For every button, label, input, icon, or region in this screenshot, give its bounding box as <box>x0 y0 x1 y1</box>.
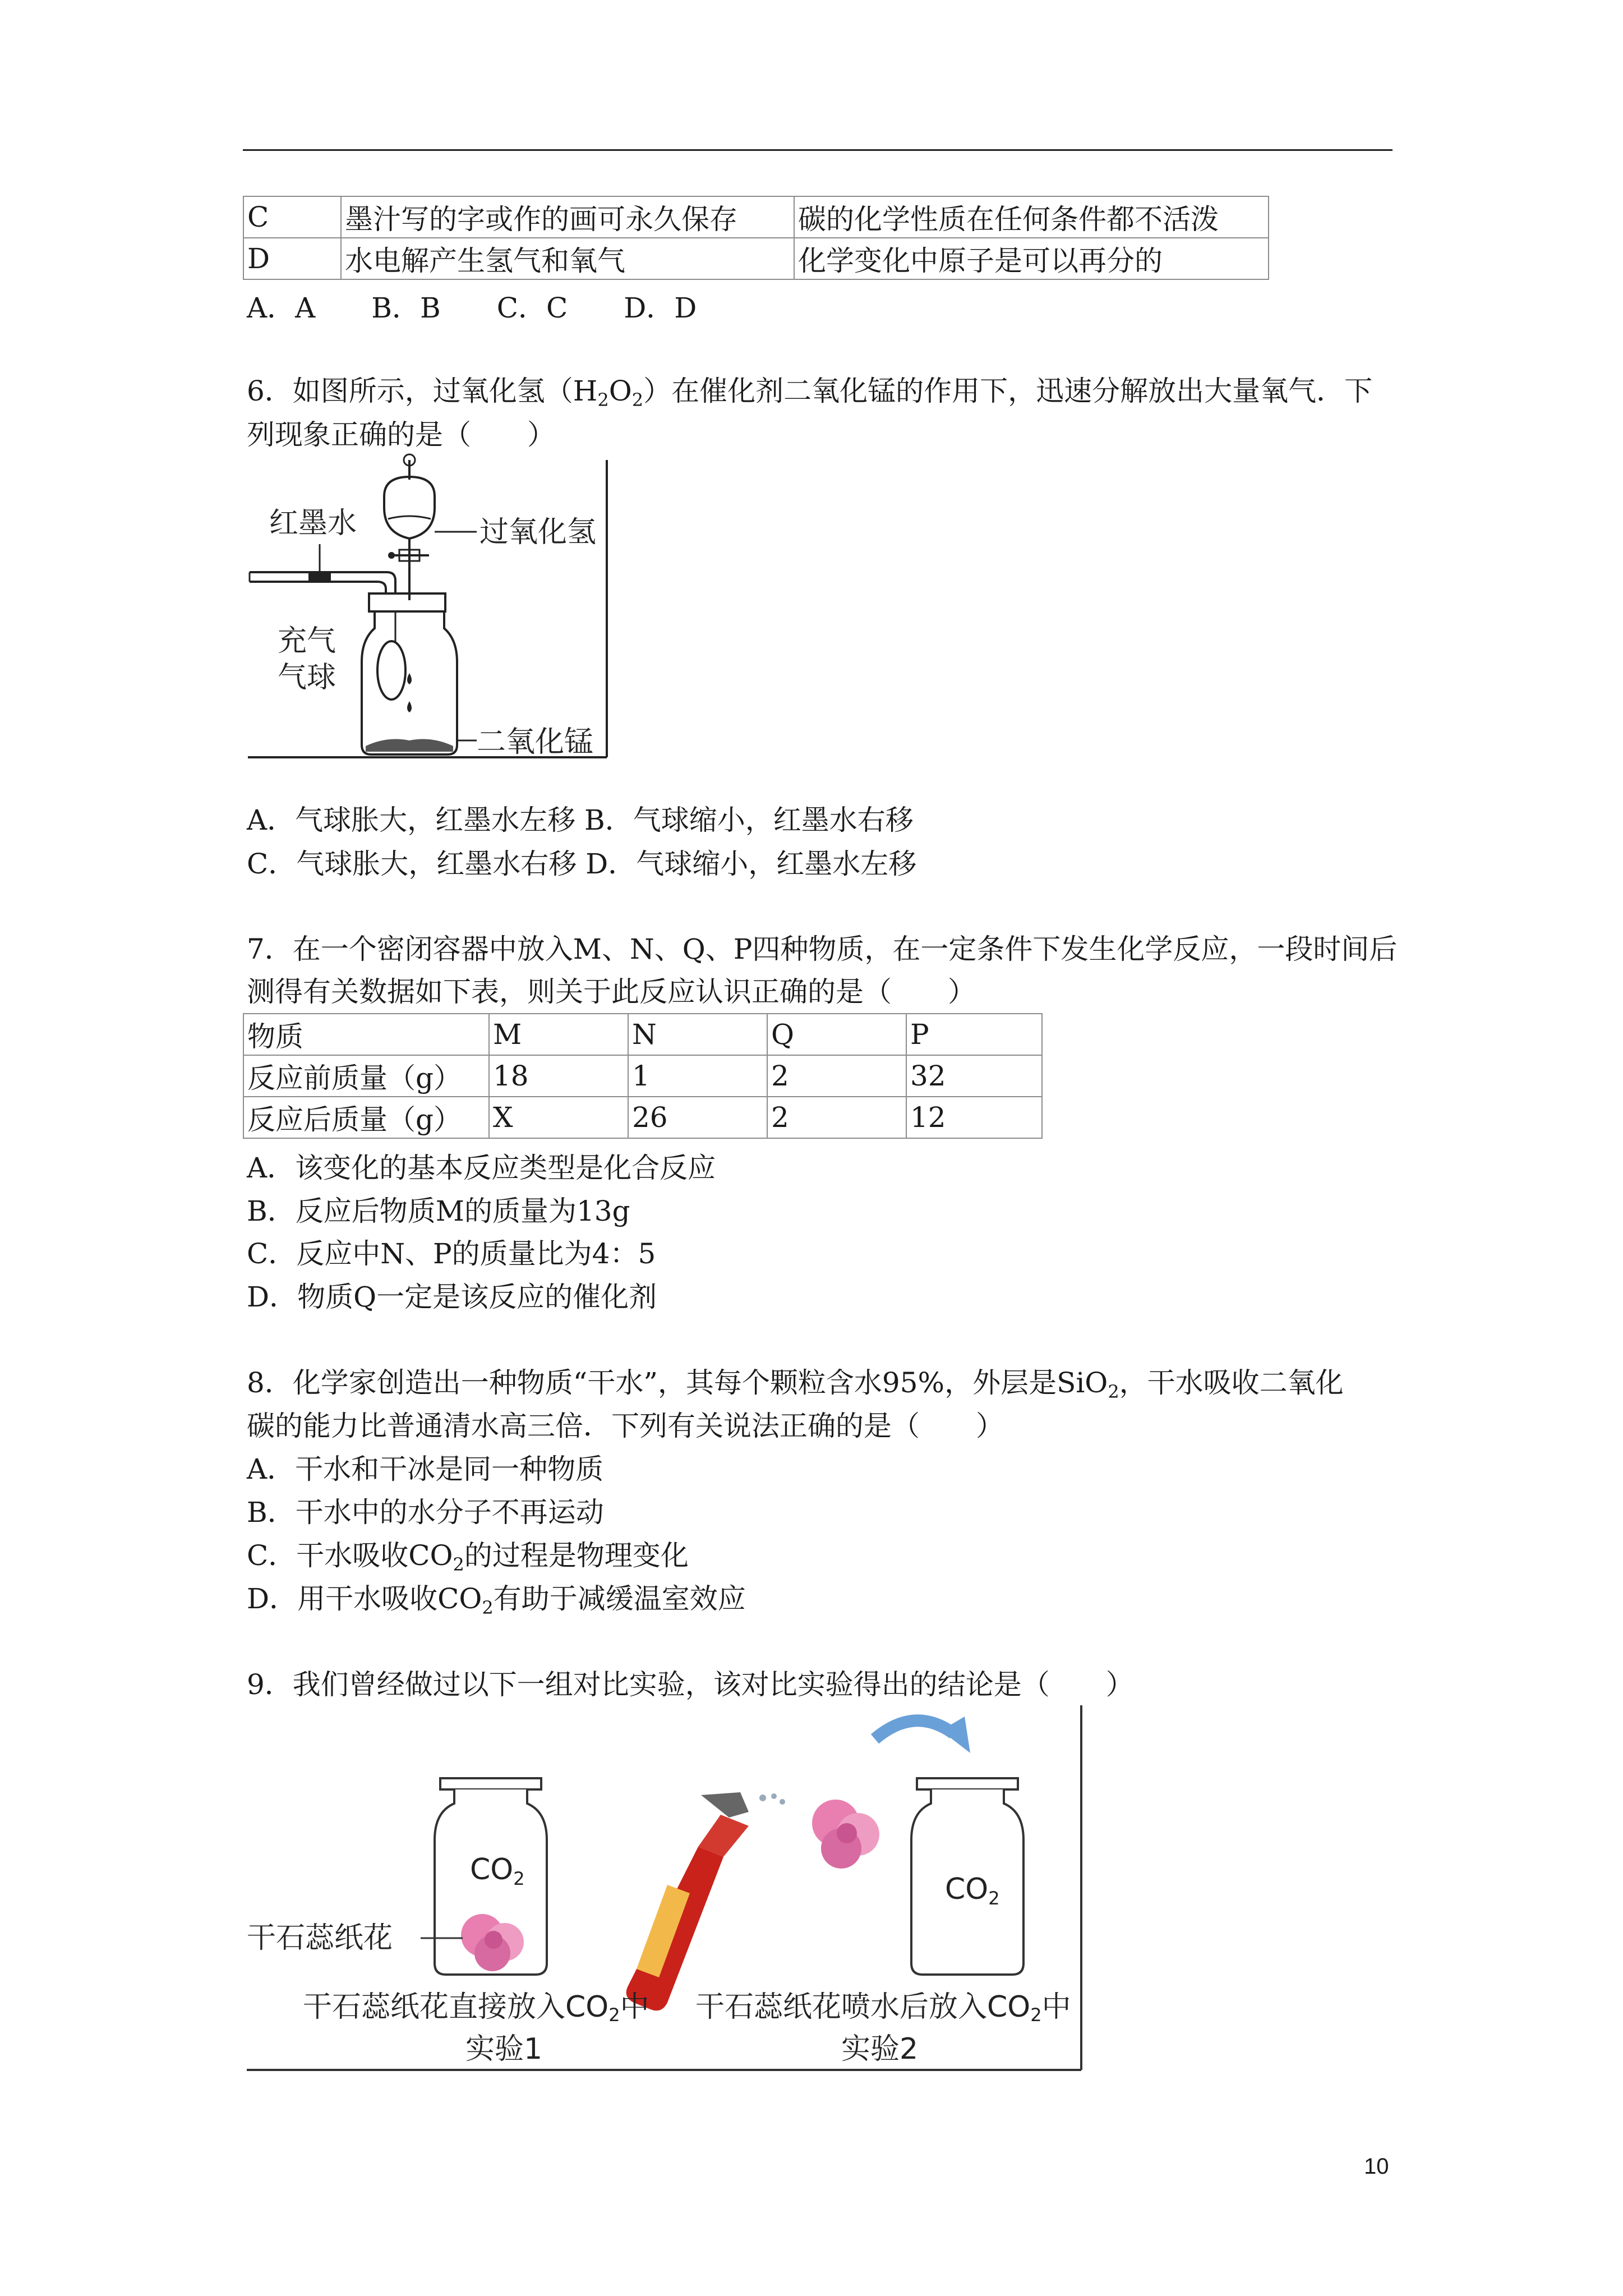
exp2-title: 实验2 <box>841 2032 919 2066</box>
q6-options-ab: A．气球胀大，红墨水左移 B．气球缩小，红墨水右移 <box>247 804 914 836</box>
q8-text: 的过程是物理变化 <box>464 1539 689 1572</box>
q6-stem-line1 <box>247 375 1373 411</box>
q7-option-d: D．物质Q一定是该反应的催化剂 <box>247 1281 657 1313</box>
q9-experiment-figure <box>241 1700 1094 2081</box>
table-header-cell: Q <box>767 1014 906 1055</box>
q7-option-a: A．该变化的基本反应类型是化合反应 <box>247 1152 716 1184</box>
table-cell: 水电解产生氢气和氧气 <box>341 238 794 279</box>
q6-options-cd: C．气球胀大，红墨水右移 D．气球缩小，红墨水左移 <box>247 848 917 880</box>
table-cell: 18 <box>489 1055 628 1097</box>
q8-text: ，干水吸收二氧化 <box>1119 1366 1344 1399</box>
mno2-label: 二氧化锰 <box>477 725 594 759</box>
q8-option-b: B．干水中的水分子不再运动 <box>247 1496 604 1529</box>
q6-text: O <box>608 375 632 407</box>
q7-option-b: B．反应后物质M的质量为13g <box>247 1195 630 1227</box>
q7-stem-line2: 测得有关数据如下表，则关于此反应认识正确的是（ ） <box>247 976 976 1008</box>
red-ink-label: 红墨水 <box>269 507 357 540</box>
subscript: 2 <box>1108 1381 1119 1402</box>
table-row <box>243 1097 1042 1138</box>
q8-text: 8．化学家创造出一种物质“干水”，其每个颗粒含水95%，外层是SiO <box>247 1366 1108 1399</box>
q9-stem: 9．我们曾经做过以下一组对比实验，该对比实验得出的结论是（ ） <box>247 1668 1134 1701</box>
table-header-cell: N <box>628 1014 767 1055</box>
table-header-cell: 物质 <box>243 1014 489 1055</box>
table-cell: 12 <box>906 1097 1042 1138</box>
table-cell: 反应后质量（g） <box>243 1097 489 1138</box>
table-cell: D <box>243 238 341 279</box>
table-row <box>243 196 1269 238</box>
table-header-cell: M <box>489 1014 628 1055</box>
table-cell: X <box>489 1097 628 1138</box>
table-cell: 2 <box>767 1097 906 1138</box>
q8-option-a: A．干水和干冰是同一种物质 <box>247 1453 604 1485</box>
subscript: 2 <box>453 1554 464 1575</box>
spray-bottle <box>626 1792 785 2010</box>
litmus-flower-2 <box>812 1800 879 1869</box>
q7-data-table <box>243 1013 1043 1139</box>
exp2-description: 干石蕊纸花喷水后放入CO2中 <box>695 1990 1071 2026</box>
balloon-label-line2: 气球 <box>278 661 336 694</box>
subscript: 2 <box>597 389 609 411</box>
q7-stem-line1: 7．在一个密闭容器中放入M、N、Q、P四种物质，在一定条件下发生化学反应，一段时间后 <box>247 933 1398 965</box>
co2-label-1: CO2 <box>470 1853 525 1889</box>
q6-text: 6．如图所示，过氧化氢（H <box>247 375 598 407</box>
h2o2-label: 过氧化氢 <box>479 516 597 549</box>
table-cell: 墨汁写的字或作的画可永久保存 <box>341 196 794 238</box>
table-cell: 26 <box>628 1097 767 1138</box>
table-cell: 2 <box>767 1055 906 1097</box>
exp1-title: 实验1 <box>465 2032 543 2066</box>
table-row <box>243 1055 1042 1097</box>
table-cell: 反应前质量（g） <box>243 1055 489 1097</box>
table-cell: 1 <box>628 1055 767 1097</box>
subscript: 2 <box>482 1597 494 1618</box>
q8-stem-line1 <box>247 1366 1344 1402</box>
q5-table <box>243 196 1269 280</box>
q6-stem-line2: 列现象正确的是（ ） <box>247 418 555 451</box>
q6-apparatus-figure <box>241 449 623 763</box>
table-cell: 32 <box>906 1055 1042 1097</box>
header-rule <box>243 149 1393 151</box>
table-row <box>243 1014 1042 1055</box>
q8-text: 有助于减缓温室效应 <box>493 1582 746 1615</box>
exp1-description: 干石蕊纸花直接放入CO2中 <box>303 1990 649 2026</box>
table-cell: 碳的化学性质在任何条件都不活泼 <box>794 196 1269 238</box>
q5-options: A．A B．B C．C D．D <box>247 292 697 324</box>
q8-option-d <box>247 1582 746 1618</box>
curved-arrow-icon <box>875 1720 953 1739</box>
table-header-cell: P <box>906 1014 1042 1055</box>
q8-text: D．用干水吸收CO <box>247 1582 482 1615</box>
table-row <box>243 238 1269 279</box>
subscript: 2 <box>631 389 644 411</box>
q7-option-c: C．反应中N、P的质量比为4：5 <box>247 1237 656 1270</box>
q8-stem-line2: 碳的能力比普通清水高三倍．下列有关说法正确的是（ ） <box>247 1410 1004 1442</box>
dry-flower-label: 干石蕊纸花 <box>247 1921 393 1955</box>
q8-text: C．干水吸收CO <box>247 1539 453 1572</box>
balloon-label-line1: 充气 <box>278 624 336 658</box>
q6-text: ）在催化剂二氧化锰的作用下，迅速分解放出大量氧气．下 <box>643 375 1373 407</box>
table-cell: 化学变化中原子是可以再分的 <box>794 238 1269 279</box>
table-cell: C <box>243 196 341 238</box>
co2-label-2: CO2 <box>945 1872 1000 1909</box>
q8-option-c <box>247 1539 689 1575</box>
page-number: 10 <box>1364 2154 1389 2179</box>
